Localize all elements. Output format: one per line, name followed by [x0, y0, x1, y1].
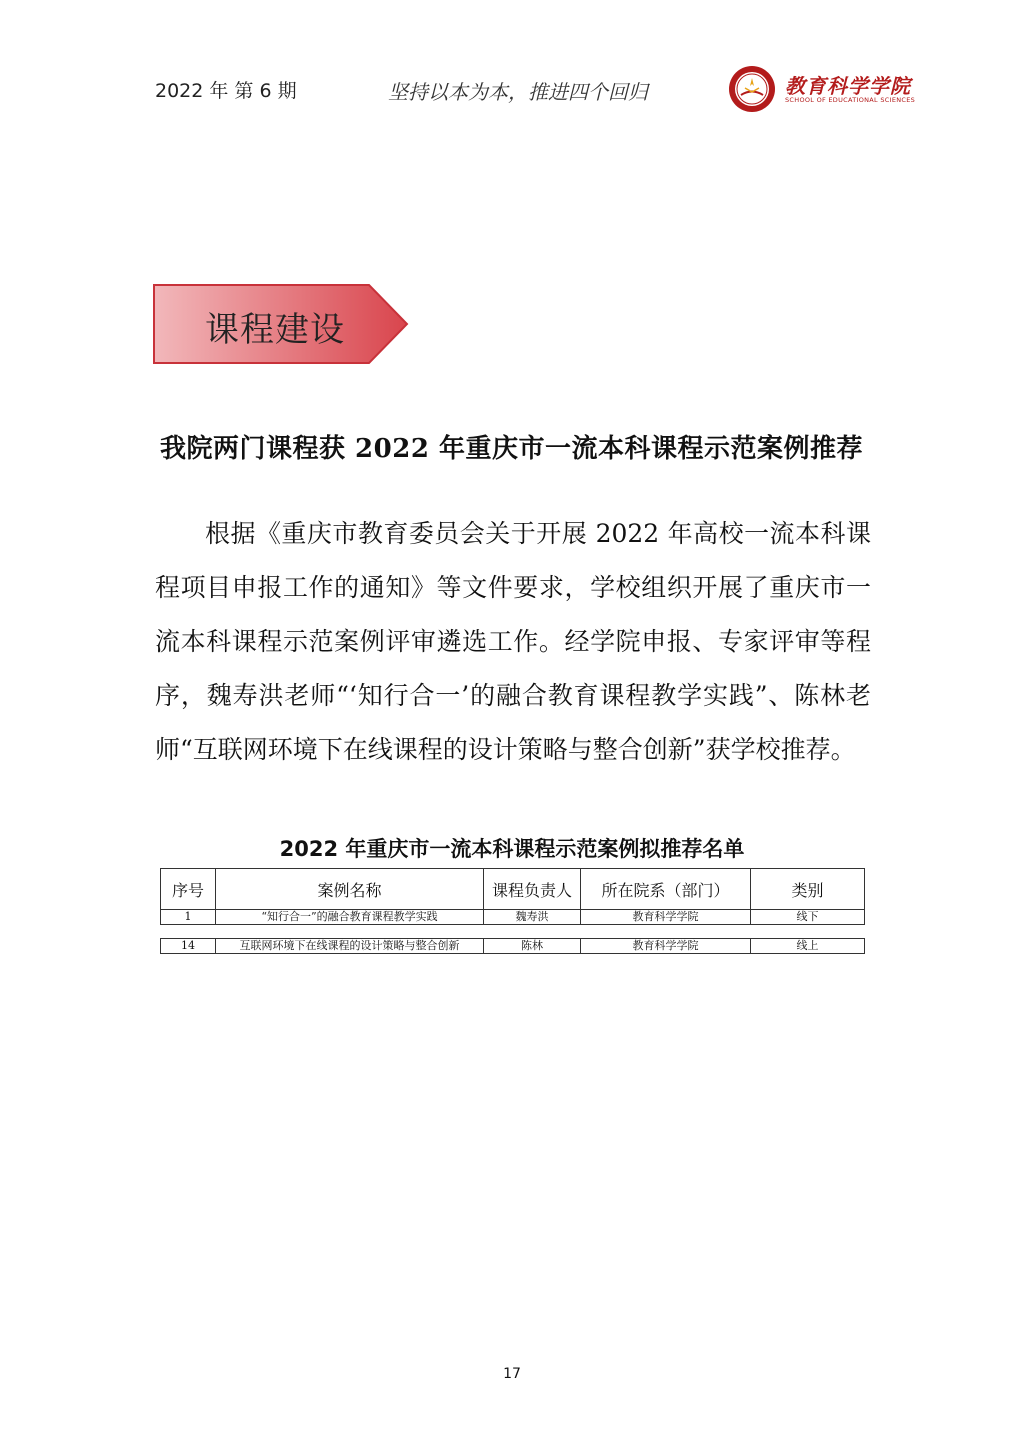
cell-department: 教育科学学院	[581, 939, 751, 954]
table-title: 2022 年重庆市一流本科课程示范案例拟推荐名单	[279, 837, 745, 861]
school-emblem-icon	[727, 64, 777, 114]
col-header-number: 序号	[161, 869, 216, 910]
table-header-row	[161, 869, 865, 910]
article-body: 根据《重庆市教育委员会关于开展 2022 年高校一流本科课程项目申报工作的通知》等文件要求，学校组织开展了重庆市一流本科课程示范案例评审遴选工作。经学院申报、专家评审等程序，魏寿洪老师“‘知行合一’的融合教育课程教学实践”、陈林老师“互联网环境下在线课程的设计策略与整合创新”获学校推荐。	[155, 519, 871, 764]
cell-case-name: 互联网环境下在线课程的设计策略与整合创新	[216, 939, 484, 954]
col-header-category: 类别	[751, 869, 865, 910]
logo-school-subtitle: SCHOOL OF EDUCATIONAL SCIENCES	[785, 96, 916, 104]
cell-lead: 陈林	[484, 939, 581, 954]
table-row	[161, 939, 865, 954]
col-header-lead: 课程负责人	[484, 869, 581, 910]
cell-lead: 魏寿洪	[484, 910, 581, 925]
recommendation-table	[160, 868, 865, 925]
cell-number: 1	[161, 910, 216, 925]
section-banner	[153, 284, 409, 364]
school-logo	[727, 64, 916, 114]
issue-label: 2022 年 第 6 期	[155, 80, 297, 102]
col-header-department: 所在院系（部门）	[581, 869, 751, 910]
cell-case-name: “知行合一”的融合教育课程教学实践	[216, 910, 484, 925]
recommendation-table-continued	[160, 938, 865, 954]
page-number: 17	[503, 1366, 521, 1382]
article-title: 我院两门课程获 2022 年重庆市一流本科课程示范案例推荐	[160, 434, 863, 464]
cell-department: 教育科学学院	[581, 910, 751, 925]
logo-school-name: 教育科学学院	[785, 74, 911, 98]
col-header-case-name: 案例名称	[216, 869, 484, 910]
section-banner-label: 课程建设	[205, 310, 345, 350]
cell-number: 14	[161, 939, 216, 954]
cell-category: 线下	[751, 910, 865, 925]
cell-category: 线上	[751, 939, 865, 954]
header-motto: 坚持以本为本，推进四个回归	[388, 80, 648, 104]
table-row	[161, 910, 865, 925]
